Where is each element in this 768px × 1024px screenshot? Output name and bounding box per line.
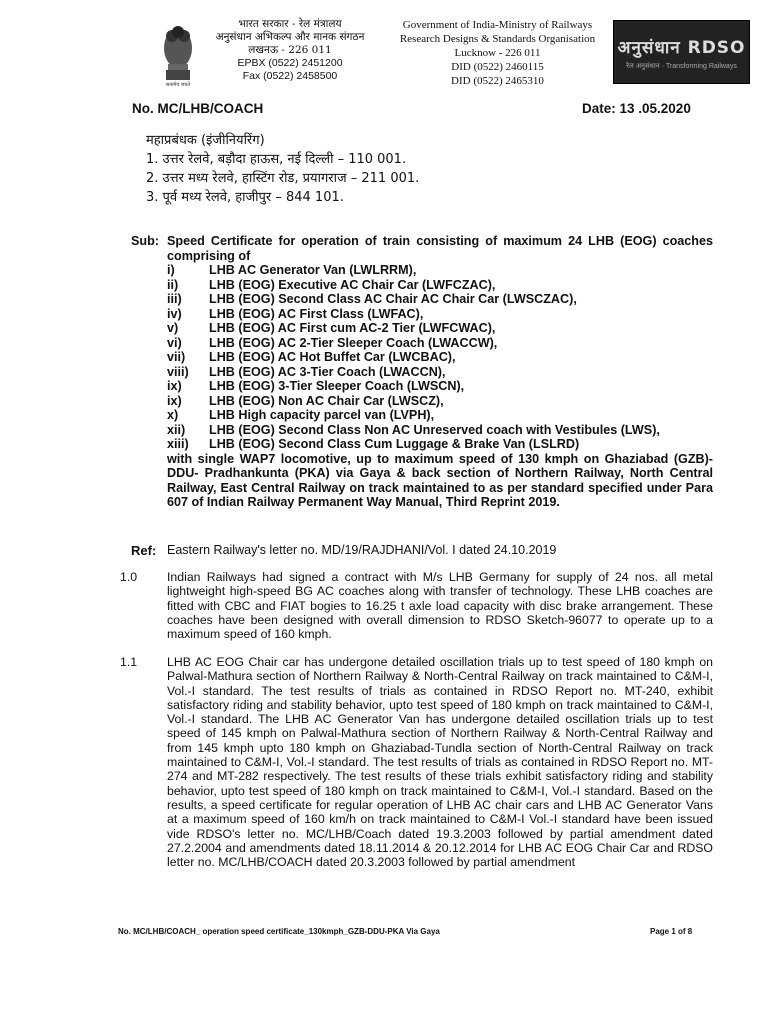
header-english-line: DID (0522) 2460115	[451, 61, 544, 73]
header-hindi-line: अनुसंधान अभिकल्प और मानक संगठन	[215, 31, 365, 43]
footer-left: No. MC/LHB/COACH_ operation speed certificate_130kmph_GZB-DDU-PKA Via Gaya	[118, 927, 440, 936]
header-english-line: Research Designs & Standards Organisation	[399, 33, 596, 45]
subject-item: ix) LHB (EOG) Non AC Chair Car (LWSCZ),	[167, 393, 444, 408]
subject-item: xii) LHB (EOG) Second Class Non AC Unreserved coach with Vestibules (LWS),	[167, 422, 660, 437]
header-english	[395, 18, 600, 88]
subject-intro: Speed Certificate for operation of train consisting of maximum 24 LHB (EOG) coaches comprising of	[167, 234, 713, 263]
header-english-line: DID (0522) 2465310	[451, 75, 544, 87]
reference-number: No. MC/LHB/COACH	[132, 101, 264, 116]
subject-item: ix) LHB (EOG) 3-Tier Sleeper Coach (LWSCN),	[167, 379, 465, 393]
subject-item: iv) LHB (EOG) AC First Class (LWFAC),	[167, 306, 424, 321]
addressee-line: 2. उत्तर मध्य रेलवे, हास्टिंग रोड, प्रयागराज – 211 001.	[146, 171, 420, 186]
emblem	[158, 18, 198, 88]
paragraph-text: LHB AC EOG Chair car has undergone detailed oscillation trials up to test speed of 180 kmph on Palwal-Mathura section of Northern Railway & North-Central Railway on track maintained to C&M-I, Vol.-I standard. The test results of trials as contained in RDSO Report no. MT-240, exhibit satisfactory riding and stability behavior, upto test speed of 180 kmph on track maintained to C&M-I, Vol.-I standard. The LHB AC Generator Van has undergone detailed oscillation trials up to test speed of 145 kmph on Palwal-Mathura section of Northern Railway & North-Central Railway and from 145 kmph upto 180 kmph on Ghaziabad-Tundla section of North-Central Railway on track maintained to C&M-I, Vol.-I standard. The test results of trials as contained in RDSO Report no. MT-274 and MT-282 respectively. The test results of these trials exhibit satisfactory riding and stability behavior, upto test speed of 180 kmph on track maintained to C&M-I, Vol.-I standard. Based on the results, a speed certificate for regular operation of LHB AC chair cars and LHB AC Generator Vans at a maximum speed of 160 km/h on track maintained to C&M-I Vol.-I standard have been issued vide RDSO's letter no. MC/LHB/Coach dated 19.3.2003 followed by partial amendment dated 27.2.2004 and amendments dated 18.11.2014 & 20.12.2014 for LHB AC EOG Chair Car and RDSO letter no. MC/LHB/COACH dated 20.3.2003 followed by partial amendment	[167, 655, 713, 870]
reference-label: Ref:	[131, 543, 157, 558]
subject-item: v) LHB (EOG) AC First cum AC-2 Tier (LWFCWAC),	[167, 321, 496, 335]
addressee-title: महाप्रबंधक (इंजीनियरिंग)	[146, 133, 265, 148]
paragraph-text: Indian Railways had signed a contract with M/s LHB Germany for supply of 24 nos. all metal lightweight high-speed BG AC coaches along with transfer of technology. These LHB coaches are fitted with CBC and FIAT bogies to 16.25 t axle load capacity with disc brake arrangement. These coaches have been designed with overall dimension to RDSO Sketch-96077 to operate up to a maximum speed of 160 kmph.	[167, 570, 713, 642]
letter-date: Date: 13 .05.2020	[582, 101, 691, 116]
footer-page-number: Page 1 of 8	[650, 927, 693, 936]
paragraph-number: 1.1	[120, 655, 138, 669]
subject-closing: with single WAP7 locomotive, up to maximum speed of 130 kmph on Ghaziabad (GZB)- DDU- Pradhankunta (PKA) via Gaya & back section of Northern Railway, North Central Railway, East Central Railway on track maintained to as per standard specified under Para 607 of Indian Railway Permanent Way Manual, Third Reprint 2019.	[167, 451, 713, 509]
rdso-logo-text: अनुसंधान RDSO	[617, 38, 746, 58]
header-hindi	[205, 18, 375, 83]
subject-item: iii) LHB (EOG) Second Class AC Chair AC Chair Car (LWSCZAC),	[167, 292, 577, 306]
reference-text: Eastern Railway's letter no. MD/19/RAJDHANI/Vol. I dated 24.10.2019	[167, 543, 557, 557]
rdso-logo-subtext: रेल अनुसंधान · Transforming Railways	[626, 63, 737, 70]
subject-item: vii) LHB (EOG) AC Hot Buffet Car (LWCBAC),	[167, 350, 456, 364]
rdso-logo	[613, 20, 750, 84]
subject-item: vi) LHB (EOG) AC 2-Tier Sleeper Coach (LWACCW),	[167, 335, 498, 350]
subject-item: viii) LHB (EOG) AC 3-Tier Coach (LWACCN),	[167, 364, 446, 379]
subject-item: i) LHB AC Generator Van (LWLRRM),	[167, 263, 417, 277]
header-english-line: Government of India-Ministry of Railways	[402, 19, 593, 31]
header-hindi-line: EPBX (0522) 2451200	[237, 57, 343, 69]
header-hindi-line: लखनऊ - 226 011	[248, 44, 332, 56]
header-english-line: Lucknow - 226 011	[454, 47, 541, 59]
svg-text:सत्यमेव जयते: सत्यमेव जयते	[165, 82, 191, 88]
header-hindi-line: Fax (0522) 2458500	[242, 70, 338, 82]
national-emblem-icon	[158, 18, 198, 88]
addressee-block	[146, 131, 566, 207]
subject-label: Sub:	[131, 234, 159, 248]
paragraph-number: 1.0	[120, 570, 138, 584]
addressee-line: 3. पूर्व मध्य रेलवे, हाजीपुर – 844 101.	[146, 190, 344, 205]
subject-item: x) LHB High capacity parcel van (LVPH),	[167, 408, 435, 422]
subject-block	[167, 234, 713, 510]
subject-item: xiii) LHB (EOG) Second Class Cum Luggage & Brake Van (LSLRD)	[167, 437, 580, 451]
addressee-line: 1. उत्तर रेलवे, बड़ौदा हाऊस, नई दिल्ली – 110 001.	[146, 152, 407, 167]
subject-item: ii) LHB (EOG) Executive AC Chair Car (LWFCZAC),	[167, 277, 496, 292]
header-hindi-line: भारत सरकार - रेल मंत्रालय	[238, 18, 342, 30]
